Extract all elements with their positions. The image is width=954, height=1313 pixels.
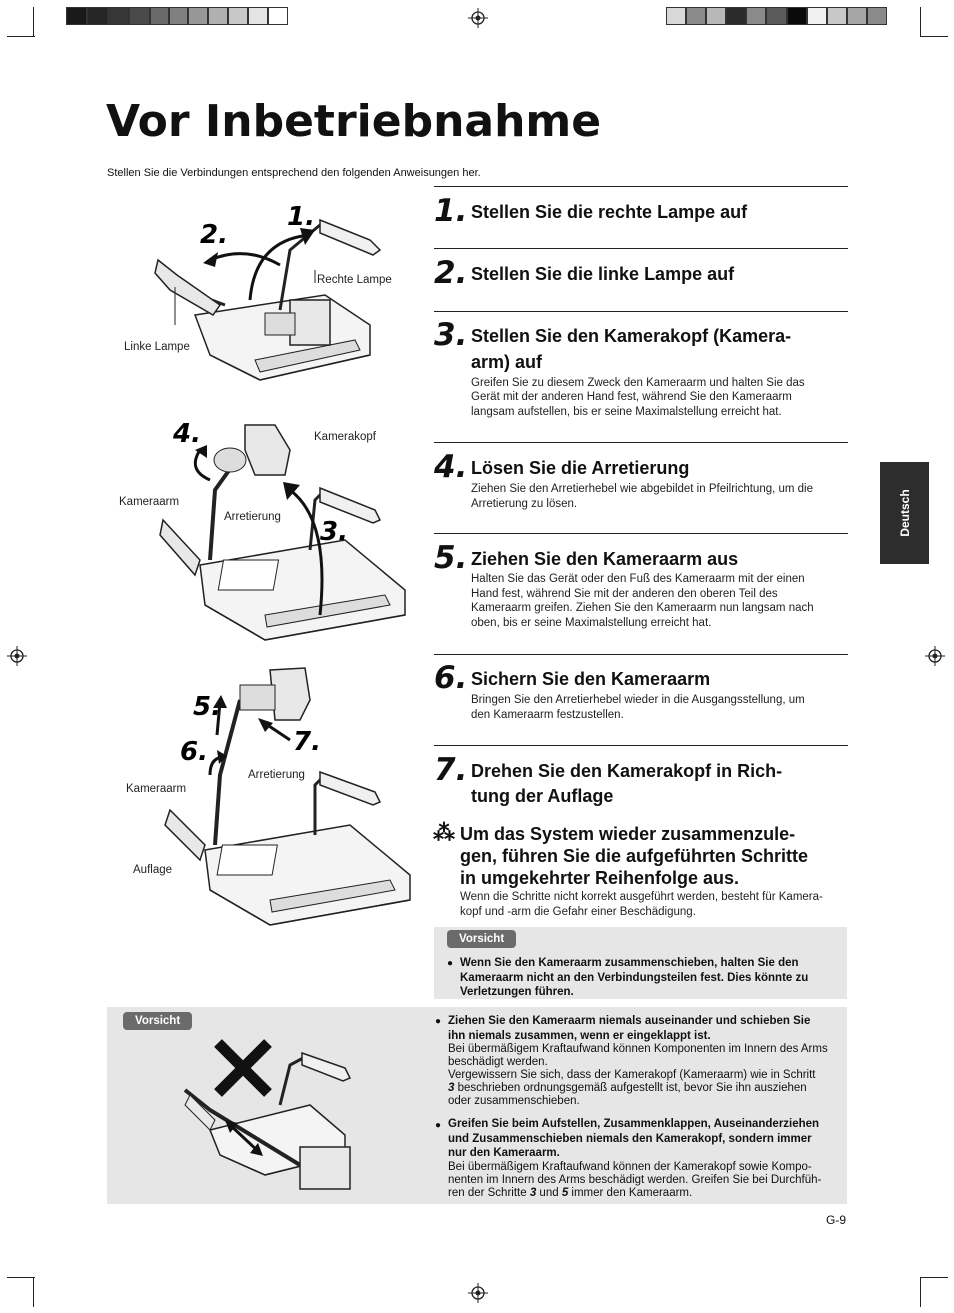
caution-label: Vorsicht <box>123 1012 192 1030</box>
step-ref: 3 <box>529 1187 537 1199</box>
registration-mark-icon <box>468 1283 488 1303</box>
registration-mark-icon <box>7 646 27 666</box>
figure-extend-arm-illustration <box>115 660 415 935</box>
step-body: Halten Sie das Gerät oder den Fuß des Kameraarm mit der einen <box>471 573 805 585</box>
figure-caution-illustration <box>170 1035 370 1195</box>
step-number: 2. <box>434 255 468 291</box>
step-body: Bringen Sie den Arretierhebel wieder in die Ausgangsstellung, um <box>471 694 805 706</box>
caution-text-line <box>448 1082 807 1095</box>
language-tab <box>880 462 929 564</box>
intro-text: Stellen Sie die Verbindungen entsprechend den folgenden Anweisungen her. <box>107 167 481 179</box>
crop-mark <box>7 36 35 37</box>
crop-mark <box>920 1277 948 1278</box>
caution-text: beschrieben ordnungsgemäß aufgestellt ist, bevor Sie ihn ausziehen <box>454 1082 807 1094</box>
step-title: arm) auf <box>471 352 543 372</box>
caution-text: Ziehen Sie den Kameraarm niemals auseinander und schieben Sie <box>448 1015 811 1027</box>
crop-mark <box>920 1277 921 1307</box>
caution-text: Bei übermäßigem Kraftaufwand können der Kamerakopf sowie Kompo- <box>448 1161 812 1173</box>
caution-text: ren der Schritte <box>448 1187 530 1199</box>
divider <box>434 248 848 249</box>
step-title: Sichern Sie den Kameraarm <box>471 669 711 689</box>
bullet-icon: ● <box>435 1016 442 1027</box>
figure-camera-arm-illustration <box>115 410 415 650</box>
label-arretierung: Arretierung <box>248 769 305 781</box>
crop-mark <box>920 36 948 37</box>
step-number: 1. <box>434 193 468 229</box>
caution-text: nur den Kameraarm. <box>448 1147 560 1159</box>
registration-mark-icon <box>925 646 945 666</box>
step-body: Arretierung zu lösen. <box>471 498 578 510</box>
divider <box>434 311 848 312</box>
step-body: Kameraarm greifen. Ziehen Sie den Kameraarm nun langsam nach <box>471 602 814 614</box>
step-body: Ziehen Sie den Arretierhebel wie abgebildet in Pfeilrichtung, um die <box>471 483 814 495</box>
crop-mark <box>33 1277 34 1307</box>
label-linke-lampe: Linke Lampe <box>124 341 190 353</box>
step-title: Lösen Sie die Arretierung <box>471 458 690 478</box>
figure-lamps-illustration <box>115 195 415 390</box>
step-ref: 5 <box>561 1187 569 1199</box>
caution-text: Greifen Sie beim Aufstellen, Zusammenklappen, Auseinanderziehen <box>448 1118 820 1130</box>
divider <box>434 654 848 655</box>
step-ref: 3 <box>448 1082 455 1094</box>
step-body: Gerät mit der anderen Hand fest, während Sie den Kameraarm <box>471 391 792 403</box>
step-number: 5. <box>434 540 468 576</box>
bullet-icon: ● <box>447 958 454 969</box>
step-title: Stellen Sie die rechte Lampe auf <box>471 202 748 222</box>
label-kamerakopf: Kamerakopf <box>314 431 377 443</box>
fig1-step-1: 1. <box>287 202 315 232</box>
divider <box>434 745 848 746</box>
caution-text: beschädigt werden. <box>448 1056 548 1068</box>
fig3-step-5: 5. <box>193 692 221 722</box>
divider <box>434 533 848 534</box>
note-title: in umgekehrter Reihenfolge aus. <box>460 868 740 888</box>
language-tab-label: Deutsch <box>897 489 912 537</box>
caution-text: nenten im Innern des Arms beschädigt werden. Greifen Sie bei Durchfüh- <box>448 1174 822 1186</box>
crop-mark <box>920 7 921 37</box>
step-title: Drehen Sie den Kamerakopf in Rich- <box>471 761 783 781</box>
step-number: 4. <box>434 449 468 485</box>
note-symbol: ⁂ <box>433 820 455 845</box>
caution-text: ihn niemals zusammen, wenn er eingeklappt ist. <box>448 1030 711 1042</box>
divider <box>434 186 848 187</box>
caution-text: Vergewissern Sie sich, dass der Kamerakopf (Kameraarm) wie in Schritt <box>448 1069 816 1081</box>
note-title: gen, führen Sie die aufgeführten Schritte <box>460 846 809 866</box>
page-title: Vor Inbetriebnahme <box>106 96 602 147</box>
caution-text: und <box>536 1187 562 1199</box>
step-title: Stellen Sie den Kamerakopf (Kamera- <box>471 326 792 346</box>
caution-text: oder zusammenschieben. <box>448 1095 580 1107</box>
step-number: 6. <box>434 660 468 696</box>
step-number: 7. <box>434 752 468 788</box>
crop-mark <box>33 7 34 37</box>
caution-text: Wenn Sie den Kameraarm zusammenschieben, halten Sie den <box>460 957 799 969</box>
label-arretierung: Arretierung <box>224 511 281 523</box>
step-body: Greifen Sie zu diesem Zweck den Kameraarm und halten Sie das <box>471 377 805 389</box>
caution-text-line <box>448 1187 692 1200</box>
step-body: den Kameraarm festzustellen. <box>471 709 624 721</box>
caution-text: Verletzungen führen. <box>460 986 574 998</box>
label-rechte-lampe: Rechte Lampe <box>317 274 392 286</box>
caution-text: und Zusammenschieben niemals den Kamerakopf, sondern immer <box>448 1133 812 1145</box>
step-body: Hand fest, während Sie mit der anderen den oberen Teil des <box>471 588 778 600</box>
bullet-icon: ● <box>435 1120 442 1131</box>
fig2-step-3: 3. <box>320 517 348 547</box>
caution-text: Kameraarm nicht an den Verbindungsteilen fest. Dies könnte zu <box>460 972 809 984</box>
crop-mark <box>7 1277 35 1278</box>
fig3-step-6: 6. <box>180 737 208 767</box>
step-title: Ziehen Sie den Kameraarm aus <box>471 549 739 569</box>
step-title: tung der Auflage <box>471 786 614 806</box>
caution-text: Bei übermäßigem Kraftaufwand können Komponenten im Innern des Arms <box>448 1043 828 1055</box>
step-body: langsam aufstellen, bis er seine Maximalstellung erreicht hat. <box>471 406 782 418</box>
caution-text: immer den Kameraarm. <box>568 1187 693 1199</box>
fig1-step-2: 2. <box>200 220 228 250</box>
step-title: Stellen Sie die linke Lampe auf <box>471 264 735 284</box>
label-kameraarm: Kameraarm <box>126 783 187 795</box>
fig2-step-4: 4. <box>173 419 201 449</box>
step-body: oben, bis er seine Maximalstellung erreicht hat. <box>471 617 712 629</box>
divider <box>434 442 848 443</box>
note-body: Wenn die Schritte nicht korrekt ausgeführt werden, besteht für Kamera- <box>460 891 823 903</box>
label-auflage: Auflage <box>133 864 173 876</box>
step-number: 3. <box>434 317 468 353</box>
note-body: kopf und -arm die Gefahr einer Beschädigung. <box>460 906 696 918</box>
fig3-step-7: 7. <box>293 727 321 757</box>
note-title: Um das System wieder zusammenzule- <box>460 824 796 844</box>
registration-mark-icon <box>468 8 488 28</box>
caution-label: Vorsicht <box>447 930 516 948</box>
page-number: G-9 <box>826 1213 847 1227</box>
label-kameraarm: Kameraarm <box>119 496 180 508</box>
